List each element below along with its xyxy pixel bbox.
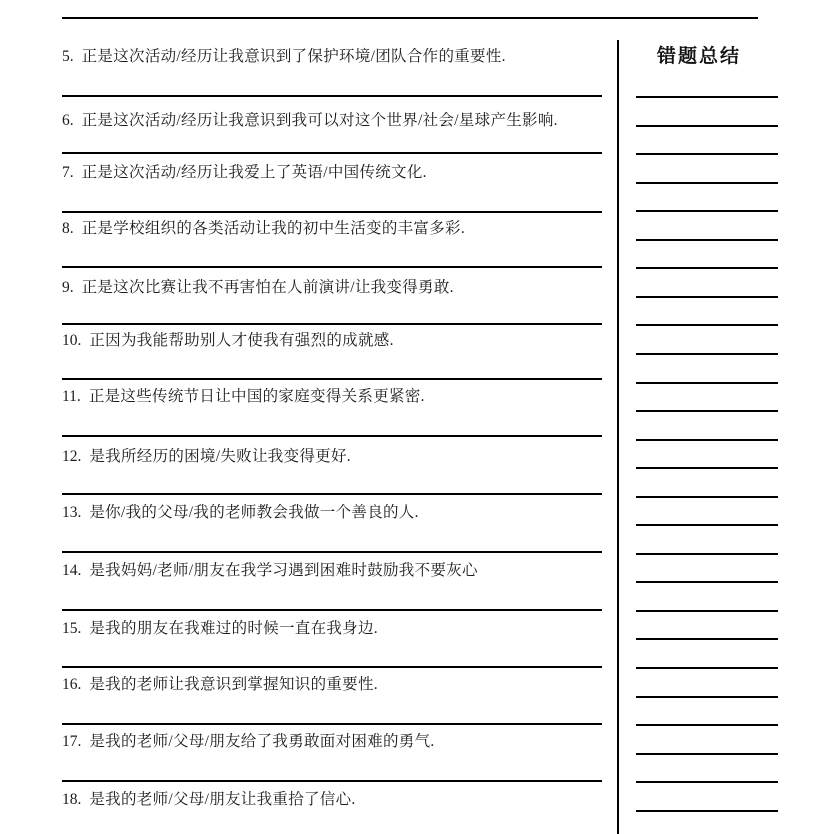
question-text: 正是学校组织的各类活动让我的初中生活变的丰富多彩. — [81, 220, 466, 237]
answer-blank-line — [62, 435, 602, 437]
summary-blank-line — [636, 810, 778, 812]
question-text: 是我妈妈/老师/朋友在我学习遇到困难时鼓励我不要灰心 — [89, 562, 478, 579]
summary-blank-line — [636, 696, 778, 698]
question-text: 正是这次活动/经历让我爱上了英语/中国传统文化. — [81, 164, 427, 181]
answer-blank-line — [62, 152, 602, 154]
question-text: 是你/我的父母/我的老师教会我做一个善良的人. — [89, 504, 419, 521]
question-number: 7. — [62, 164, 74, 181]
question-number: 17. — [62, 733, 82, 750]
question-number: 5. — [62, 48, 74, 65]
question-item — [62, 47, 610, 67]
answer-blank-line — [62, 266, 602, 268]
summary-blank-line — [636, 239, 778, 241]
question-number: 10. — [62, 332, 82, 349]
question-item — [62, 619, 610, 639]
summary-blank-line — [636, 324, 778, 326]
answer-blank-line — [62, 723, 602, 725]
question-item — [62, 331, 610, 351]
summary-blank-line — [636, 125, 778, 127]
summary-blank-line — [636, 667, 778, 669]
summary-blank-line — [636, 524, 778, 526]
summary-blank-line — [636, 610, 778, 612]
question-text: 正是这次活动/经历让我意识到我可以对这个世界/社会/星球产生影响. — [81, 112, 558, 129]
summary-blank-line — [636, 753, 778, 755]
summary-blank-line — [636, 439, 778, 441]
question-text: 正是这些传统节日让中国的家庭变得关系更紧密. — [88, 388, 425, 405]
column-divider — [617, 40, 619, 834]
question-item — [62, 503, 610, 523]
answer-blank-line — [62, 95, 602, 97]
summary-blank-line — [636, 382, 778, 384]
question-text: 正是这次比赛让我不再害怕在人前演讲/让我变得勇敢. — [81, 279, 454, 296]
question-item — [62, 790, 610, 810]
summary-blank-line — [636, 724, 778, 726]
answer-blank-line — [62, 666, 602, 668]
summary-blank-line — [636, 96, 778, 98]
summary-title: 错题总结 — [656, 46, 741, 67]
question-item — [62, 675, 610, 695]
question-item — [62, 163, 610, 183]
answer-blank-line — [62, 493, 602, 495]
question-number: 14. — [62, 562, 82, 579]
summary-blank-line — [636, 267, 778, 269]
question-number: 8. — [62, 220, 74, 237]
summary-blank-line — [636, 496, 778, 498]
question-number: 13. — [62, 504, 82, 521]
summary-blank-line — [636, 210, 778, 212]
summary-blank-line — [636, 296, 778, 298]
answer-blank-line — [62, 211, 602, 213]
question-item — [62, 278, 610, 298]
question-item — [62, 732, 610, 752]
question-number: 12. — [62, 448, 82, 465]
answer-blank-line — [62, 378, 602, 380]
question-text: 是我的朋友在我难过的时候一直在我身边. — [89, 620, 378, 637]
summary-blank-line — [636, 353, 778, 355]
answer-blank-line — [62, 609, 602, 611]
question-item — [62, 219, 610, 239]
question-number: 15. — [62, 620, 82, 637]
question-text: 是我所经历的困境/失败让我变得更好. — [89, 448, 351, 465]
question-text: 正是这次活动/经历让我意识到了保护环境/团队合作的重要性. — [81, 48, 506, 65]
summary-blank-line — [636, 581, 778, 583]
question-item — [62, 447, 610, 467]
summary-blank-line — [636, 153, 778, 155]
question-number: 6. — [62, 112, 74, 129]
question-item — [62, 111, 610, 131]
summary-blank-line — [636, 553, 778, 555]
answer-blank-line — [62, 780, 602, 782]
question-item — [62, 561, 610, 581]
summary-blank-line — [636, 781, 778, 783]
question-number: 11. — [62, 388, 81, 405]
top-rule — [62, 17, 758, 19]
question-number: 16. — [62, 676, 82, 693]
question-text: 是我的老师/父母/朋友让我重拾了信心. — [89, 791, 356, 808]
question-number: 9. — [62, 279, 74, 296]
question-item — [62, 387, 610, 407]
answer-blank-line — [62, 323, 602, 325]
question-text: 是我的老师/父母/朋友给了我勇敢面对困难的勇气. — [89, 733, 435, 750]
summary-blank-line — [636, 410, 778, 412]
question-number: 18. — [62, 791, 82, 808]
question-text: 正因为我能帮助别人才使我有强烈的成就感. — [89, 332, 394, 349]
question-text: 是我的老师让我意识到掌握知识的重要性. — [89, 676, 378, 693]
answer-blank-line — [62, 551, 602, 553]
summary-blank-line — [636, 182, 778, 184]
summary-blank-line — [636, 467, 778, 469]
summary-blank-line — [636, 638, 778, 640]
